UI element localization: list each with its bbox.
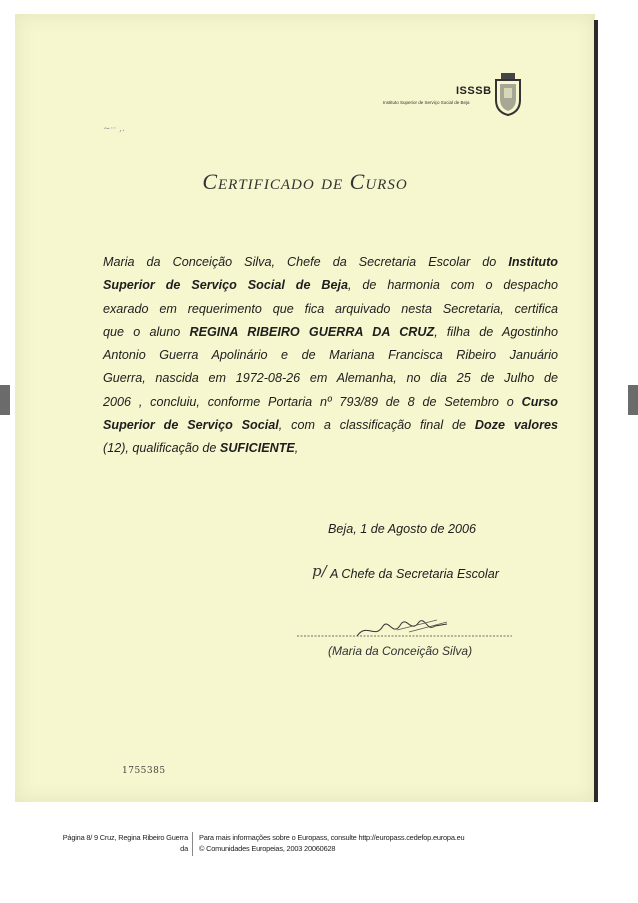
body-line — [103, 391, 558, 414]
footer-page-line: da — [180, 844, 188, 853]
scan-mark-left — [0, 385, 10, 415]
qualification: SUFICIENTE — [219, 441, 295, 456]
body-line — [103, 414, 558, 437]
scan-edge — [594, 20, 598, 802]
logo-acronym: ISSSB — [456, 85, 492, 97]
body-text-segment: Antonio Guerra Apolinário e de Mariana Francisca Ribeiro Januário — [103, 348, 558, 363]
course-name: Superior de Serviço Social — [103, 418, 279, 433]
body-line — [103, 274, 558, 297]
certificate-title: Certificado de Curso — [202, 169, 408, 194]
signatory-name: (Maria da Conceição Silva) — [328, 644, 473, 658]
body-text-segment-bold: Superior de Serviço Social de Beja — [103, 278, 348, 293]
body-text-segment: , de harmonia com o despacho — [347, 278, 558, 293]
body-text-segment-bold: Instituto — [508, 255, 558, 269]
body-text-segment: exarado em requerimento que fica arquivado nesta Secretaria, certifica — [103, 301, 558, 316]
footer-page-line: Página 8/ 9 Cruz, Regina Ribeiro Guerra — [62, 833, 188, 842]
body-text-segment: (12), qualificação de — [103, 441, 220, 456]
body-line — [103, 298, 558, 321]
scan-mark-right — [628, 385, 638, 415]
scanned-certificate — [15, 14, 595, 802]
pp-mark: p/ — [312, 562, 327, 580]
body-text-segment: 2006 , concluiu, conforme Portaria nº 793/89 de 8 de Setembro o — [103, 394, 522, 409]
body-text-segment: Guerra, nascida em 1972-08-26 em Alemanha, no dia 25 de Julho de — [103, 371, 558, 386]
footer-info-line: Para mais informações sobre o Europass, consulte http://europass.cedefop.europa.eu — [199, 833, 465, 842]
body-text-segment: , com a classificação final de — [278, 418, 475, 433]
institute-logo — [377, 72, 527, 122]
signatory-role: A Chefe da Secretaria Escolar — [330, 567, 499, 581]
logo-subtitle: Instituto Superior de Serviço Social de Beja — [383, 100, 470, 105]
body-line — [103, 251, 558, 274]
final-grade: Doze valores — [474, 418, 558, 433]
footer-europass-info — [199, 832, 579, 854]
body-text-segment-bold: Curso — [521, 394, 558, 409]
certificate-body — [103, 251, 558, 461]
document-number: 1755385 — [122, 766, 166, 776]
footer-page-info — [60, 832, 188, 854]
body-line — [103, 344, 558, 367]
body-line — [103, 367, 558, 390]
scan-artifact: ~·· ,. — [103, 124, 125, 134]
coat-of-arms-seal-icon — [492, 72, 524, 116]
student-name: REGINA RIBEIRO GUERRA DA CRUZ — [189, 324, 435, 339]
body-text-segment: , — [294, 441, 299, 456]
body-text-segment: Maria da Conceição Silva, Chefe da Secretaria Escolar do — [103, 255, 509, 269]
issue-date: Beja, 1 de Agosto de 2006 — [328, 522, 476, 536]
footer-copyright: © Comunidades Europeias, 2003 20060628 — [199, 844, 336, 853]
body-text-segment: , filha de Agostinho — [434, 324, 559, 339]
body-line — [103, 437, 558, 460]
body-text-segment: que o aluno — [103, 324, 190, 339]
footer-divider — [192, 832, 193, 856]
body-line — [103, 321, 558, 344]
